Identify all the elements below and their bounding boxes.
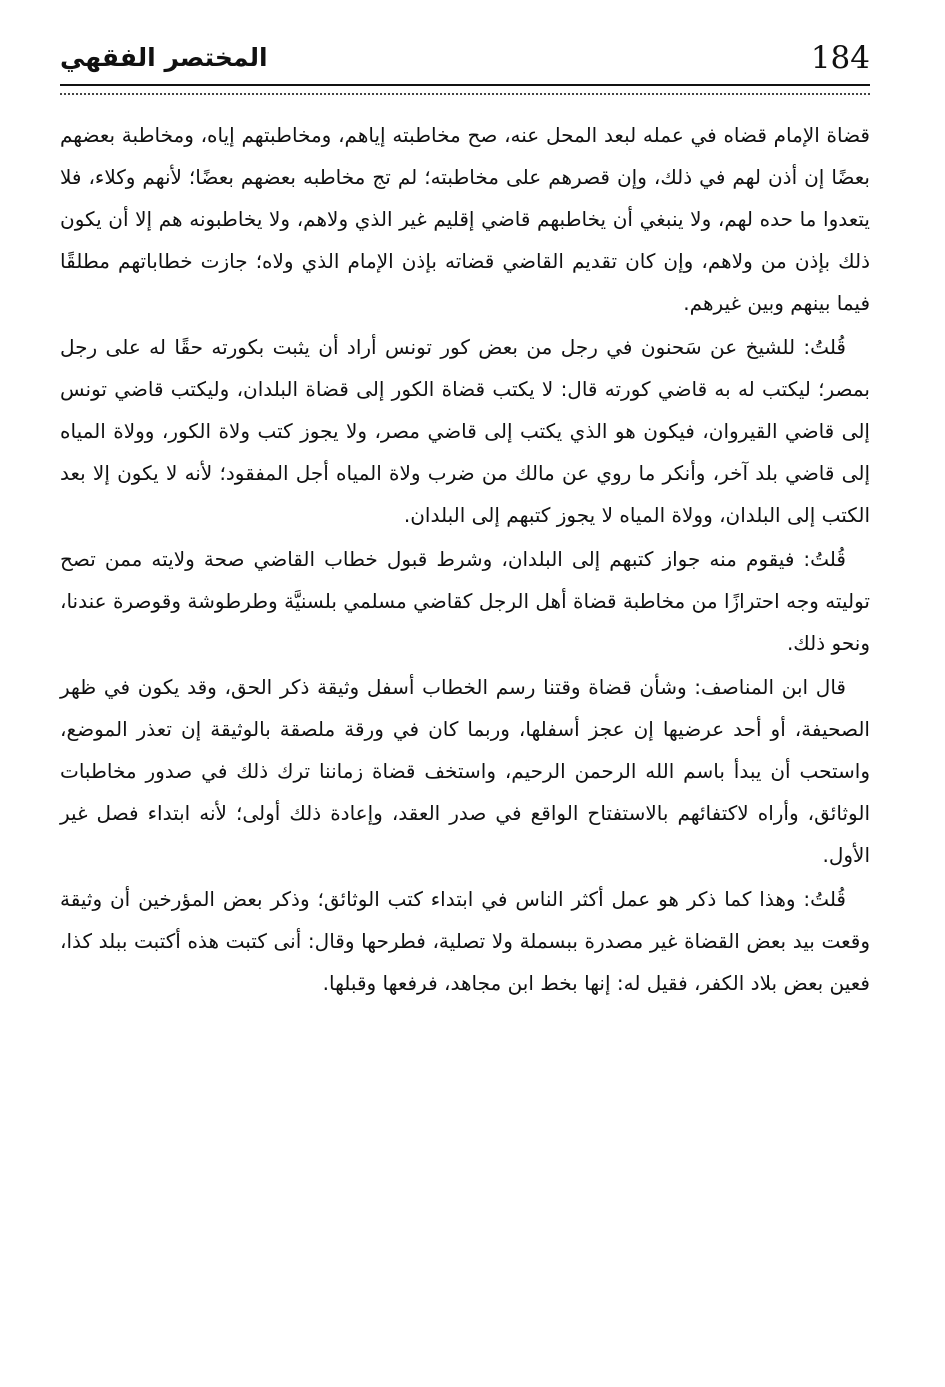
paragraph: قُلتُ: للشيخ عن سَحنون في رجل من بعض كور تونس أراد أن يثبت بكورته حقًا له على رجل بمصر؛ ليكتب له به قاضي كورته قال: لا يكتب قضاة الكور إلى قضاة البلدان، وليكتب قاضي تونس إلى قاضي القيروان، فيكون هو الذي يكتب إلى قاضي مصر، ولا يجوز كتب ولاة الكور، وولاة المياه إلى قاضي بلد آخر، وأنكر ما روي عن مالك من ضرب ولاة المياه أجل المفقود؛ لأنه لا يكون إلا بعد الكتب إلى البلدان، وولاة المياه لا يجوز كتبهم إلى البلدان. xyxy=(60,335,870,527)
paragraph: قال ابن المناصف: وشأن قضاة وقتنا رسم الخطاب أسفل وثيقة ذكر الحق، وقد يكون في ظهر الصحيفة، أو أحد عرضيها إن عجز أسفلها، وربما كان في ورقة ملصقة بالوثيقة إن تعذر الموضع، واستحب أن يبدأ باسم الله الرحمن الرحيم، واستخف قضاة زماننا ترك ذلك في صدور مخاطبات الوثائق، وأراه لاكتفائهم بالاستفتاح الواقع في صدر العقد، وإعادة ذلك أولى؛ لأنه ابتداء فصل غير الأول. xyxy=(60,675,870,867)
paragraph: قُلتُ: وهذا كما ذكر هو عمل أكثر الناس في ابتداء كتب الوثائق؛ وذكر بعض المؤرخين أن وثيقة وقعت بيد بعض القضاة غير مصدرة ببسملة ولا تصلية، فطرحها وقال: أنى كتبت هذه أكتبت ببلد كذا، فعين بعض بلاد الكفر، فقيل له: إنها بخط ابن مجاهد، فرفعها وقبلها. xyxy=(60,887,870,995)
page-number: 184 xyxy=(810,40,870,76)
paragraph: قضاة الإمام قضاه في عمله لبعد المحل عنه، صح مخاطبته إياهم، ومخاطبتهم إياه، ومخاطبة بعضهم بعضًا إن أذن لهم في ذلك، وإن قصرهم على مخاطبته؛ لم تج مخاطبه بعضهم بعضًا؛ لأنهم وكلاء، فلا يتعدوا ما حده لهم، ولا ينبغي أن يخاطبهم قاضي إقليم غير الذي ولاهم، ولا يخاطبونه هم إلا أن يكون ذلك بإذن من ولاهم، وإن كان تقديم القاضي قضاته بإذن الإمام الذي ولاه؛ جازت خطاباتهم مطلقًا فيما بينهم وبين غيرهم. xyxy=(60,123,870,315)
book-title: المختصر الفقهي xyxy=(60,43,268,72)
header-divider xyxy=(60,84,870,95)
book-page xyxy=(60,38,870,1358)
page-header xyxy=(60,38,870,86)
paragraph: قُلتُ: فيقوم منه جواز كتبهم إلى البلدان، وشرط قبول خطاب القاضي صحة ولايته ممن تصح توليته وجه احترازًا من مخاطبة قضاة أهل الرجل كقاضي مسلمي بلسنيَّة وطرطوشة وقوصرة عندنا، ونحو ذلك. xyxy=(60,547,870,655)
page-body xyxy=(60,114,870,1004)
